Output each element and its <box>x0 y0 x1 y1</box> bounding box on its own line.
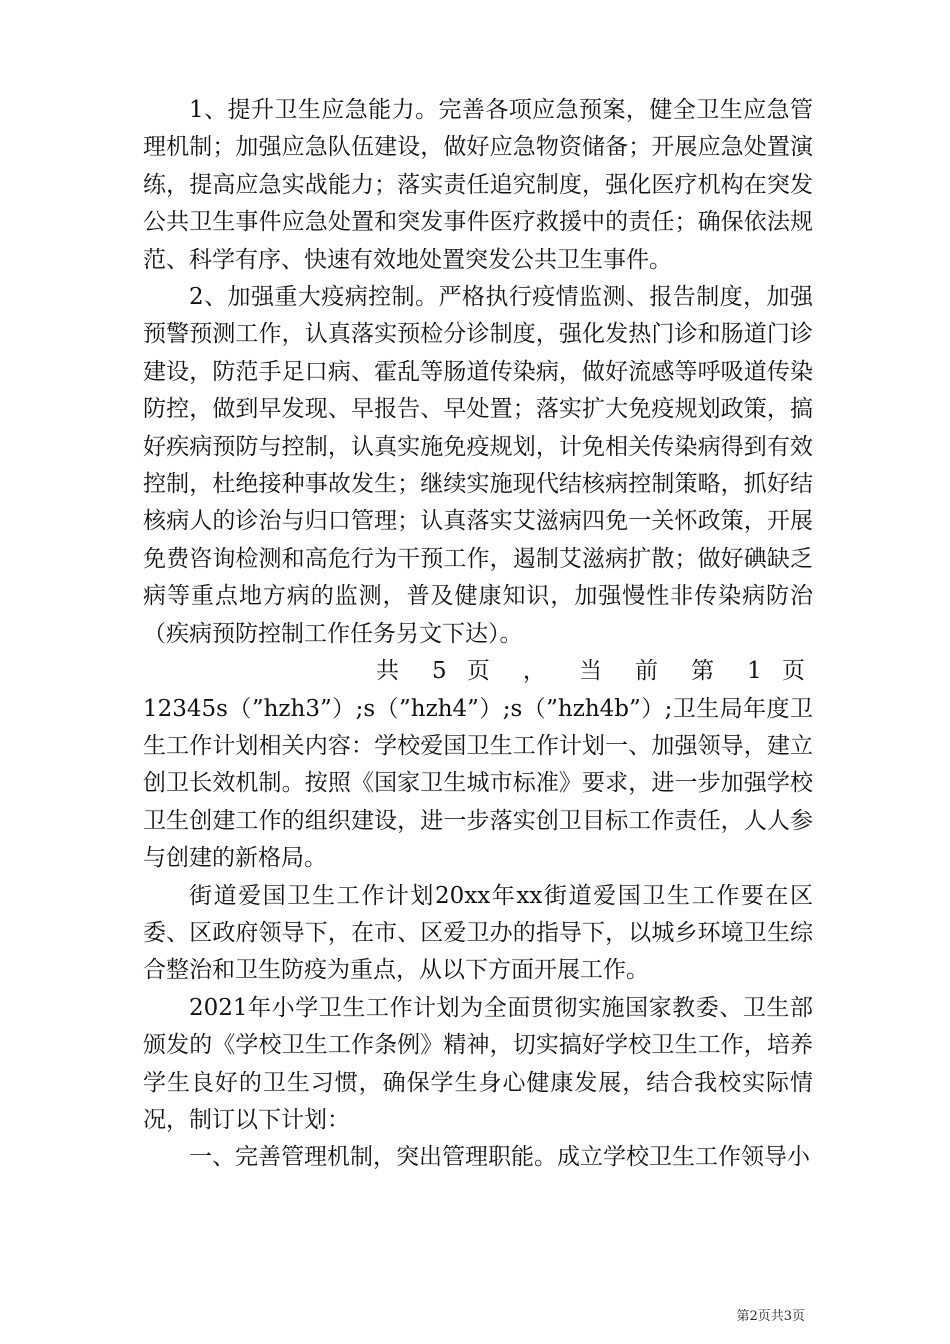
document-body <box>143 92 813 1177</box>
page-count-text: 共 5 页 ， 当 前 第 1 页 <box>376 658 805 685</box>
page-footer: 第2页共3页 <box>736 1309 805 1324</box>
paragraph-school-plan: 2021年小学卫生工作计划为全面贯彻实施国家教委、卫生部颁发的《学校卫生工作条例》精神，切实搞好学校卫生工作，培养学生良好的卫生习惯，确保学生身心健康发展，结合我校实际情况，制订以下计划： <box>143 994 813 1133</box>
paragraph-emergency-capacity: 1、提升卫生应急能力。完善各项应急预案，健全卫生应急管理机制；加强应急队伍建设，做好应急物资储备；开展应急处置演练，提高应急实战能力；落实责任追究制度，强化医疗机构在突发公共卫生事件应急处置和突发事件医疗救援中的责任；确保依法规范、科学有序、快速有效地处置突发公共卫生事件。 <box>143 97 813 273</box>
paragraph-street-plan: 街道爱国卫生工作计划20xx年xx街道爱国卫生工作要在区委、区政府领导下，在市、区爱卫办的指导下，以城乡环境卫生综合整治和卫生防疫为重点，从以下方面开展工作。 <box>143 882 813 984</box>
paragraph-management-mechanism: 一、完善管理机制，突出管理职能。成立学校卫生工作领导小 <box>189 1144 810 1171</box>
paragraph-disease-control: 2、加强重大疫病控制。严格执行疫情监测、报告制度，加强预警预测工作，认真落实预检分诊制度，强化发热门诊和肠道门诊建设，防范手足口病、霍乱等肠道传染病，做好流感等呼吸道传染防控，做到早发现、早报告、早处置；落实扩大免疫规划政策，搞好疾病预防与控制，认真实施免疫规划，计免相关传染病得到有效控制，杜绝接种事故发生；继续实施现代结核病控制策略，抓好结核病人的诊治与归口管理；认真落实艾滋病四免一关怀政策，开展免费咨询检测和高危行为干预工作，遏制艾滋病扩散；做好碘缺乏病等重点地方病的监测，普及健康知识，加强慢性非传染病防治（疾病预防控制工作任务另文下达）。 <box>143 284 813 647</box>
paragraph-related-content: 12345s（”hzh3”）;s（”hzh4”）;s（”hzh4b”）;卫生局年度卫生工作计划相关内容：学校爱国卫生工作计划一、加强领导，建立创卫长效机制。按照《国家卫生城市标准》要求，进一步加强学校卫生创建工作的组织建设，进一步落实创卫目标工作责任，人人参与创建的新格局。 <box>143 695 813 872</box>
page-count-marker <box>143 653 813 690</box>
